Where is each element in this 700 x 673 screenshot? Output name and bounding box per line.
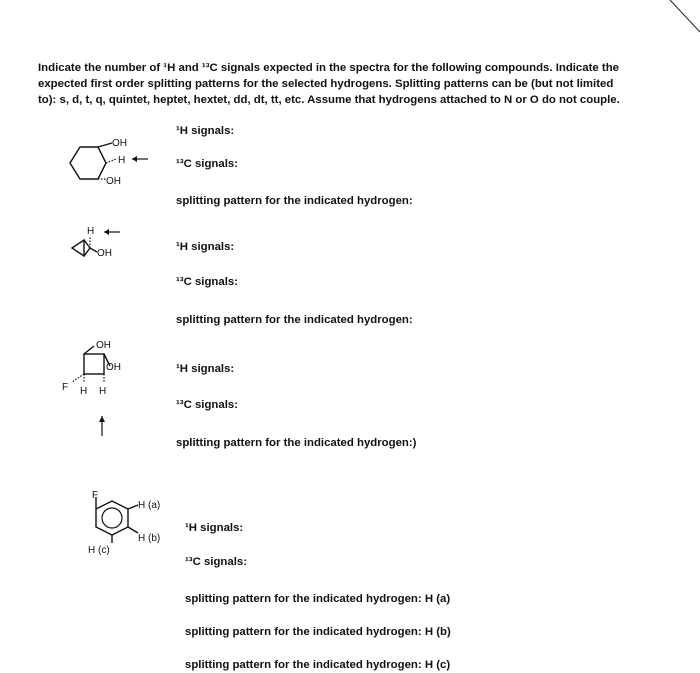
compound-3-splitting: splitting pattern for the indicated hydrogen:)	[176, 437, 417, 449]
compound-1-h-signals: ¹H signals:	[176, 125, 235, 137]
compound-4-h-signals: ¹H signals:	[185, 522, 244, 534]
instructions-line-1: Indicate the number of ¹H and ¹³C signals expected in the spectra for the following compounds. Indicate the	[38, 62, 619, 74]
compound-4-splitting-a: splitting pattern for the indicated hydrogen: H (a)	[185, 593, 451, 605]
instructions-line-2: expected first order splitting patterns for the selected hydrogens. Splitting patterns can be (but not limited	[38, 78, 614, 90]
compound-4-h-b: H (b)	[138, 533, 161, 544]
compound-2-h-signals: ¹H signals:	[176, 241, 235, 253]
compound-3-h2: H	[99, 386, 107, 397]
compound-3-c-signals: ¹³C signals:	[176, 399, 239, 411]
compound-3-oh-top: OH	[96, 340, 111, 351]
compound-4-splitting-c: splitting pattern for the indicated hydrogen: H (c)	[185, 659, 451, 671]
compound-2-oh: OH	[97, 248, 112, 259]
compound-3-h-signals: ¹H signals:	[176, 363, 235, 375]
compound-1-oh-top: OH	[112, 138, 127, 149]
compound-4-c-signals: ¹³C signals:	[185, 556, 248, 568]
compound-2-c-signals: ¹³C signals:	[176, 276, 239, 288]
compound-2-splitting: splitting pattern for the indicated hydrogen:	[176, 314, 413, 326]
compound-3-h1: H	[80, 386, 88, 397]
compound-4-structure	[82, 490, 162, 588]
compound-1-h: H	[118, 155, 126, 166]
instructions	[38, 60, 678, 108]
compound-4-h-a: H (a)	[138, 500, 161, 511]
compound-1-oh-bottom: OH	[106, 176, 121, 187]
compound-3-f: F	[62, 382, 69, 393]
compound-1-c-signals: ¹³C signals:	[176, 158, 239, 170]
compound-2-h: H	[87, 226, 95, 237]
compound-1-splitting: splitting pattern for the indicated hydrogen:	[176, 195, 413, 207]
compound-1-structure	[60, 135, 170, 195]
compound-3-oh-right: OH	[106, 362, 121, 373]
instructions-line-3: to): s, d, t, q, quintet, heptet, hextet, dd, dt, tt, etc. Assume that hydrogens attached to N or O do not couple.	[38, 94, 620, 106]
compound-4-f: F	[92, 490, 99, 501]
compound-4-splitting-b: splitting pattern for the indicated hydrogen: H (b)	[185, 626, 451, 638]
compound-2-structure	[70, 222, 150, 277]
compound-3-structure	[58, 338, 148, 443]
compound-4-h-c: H (c)	[88, 545, 110, 556]
